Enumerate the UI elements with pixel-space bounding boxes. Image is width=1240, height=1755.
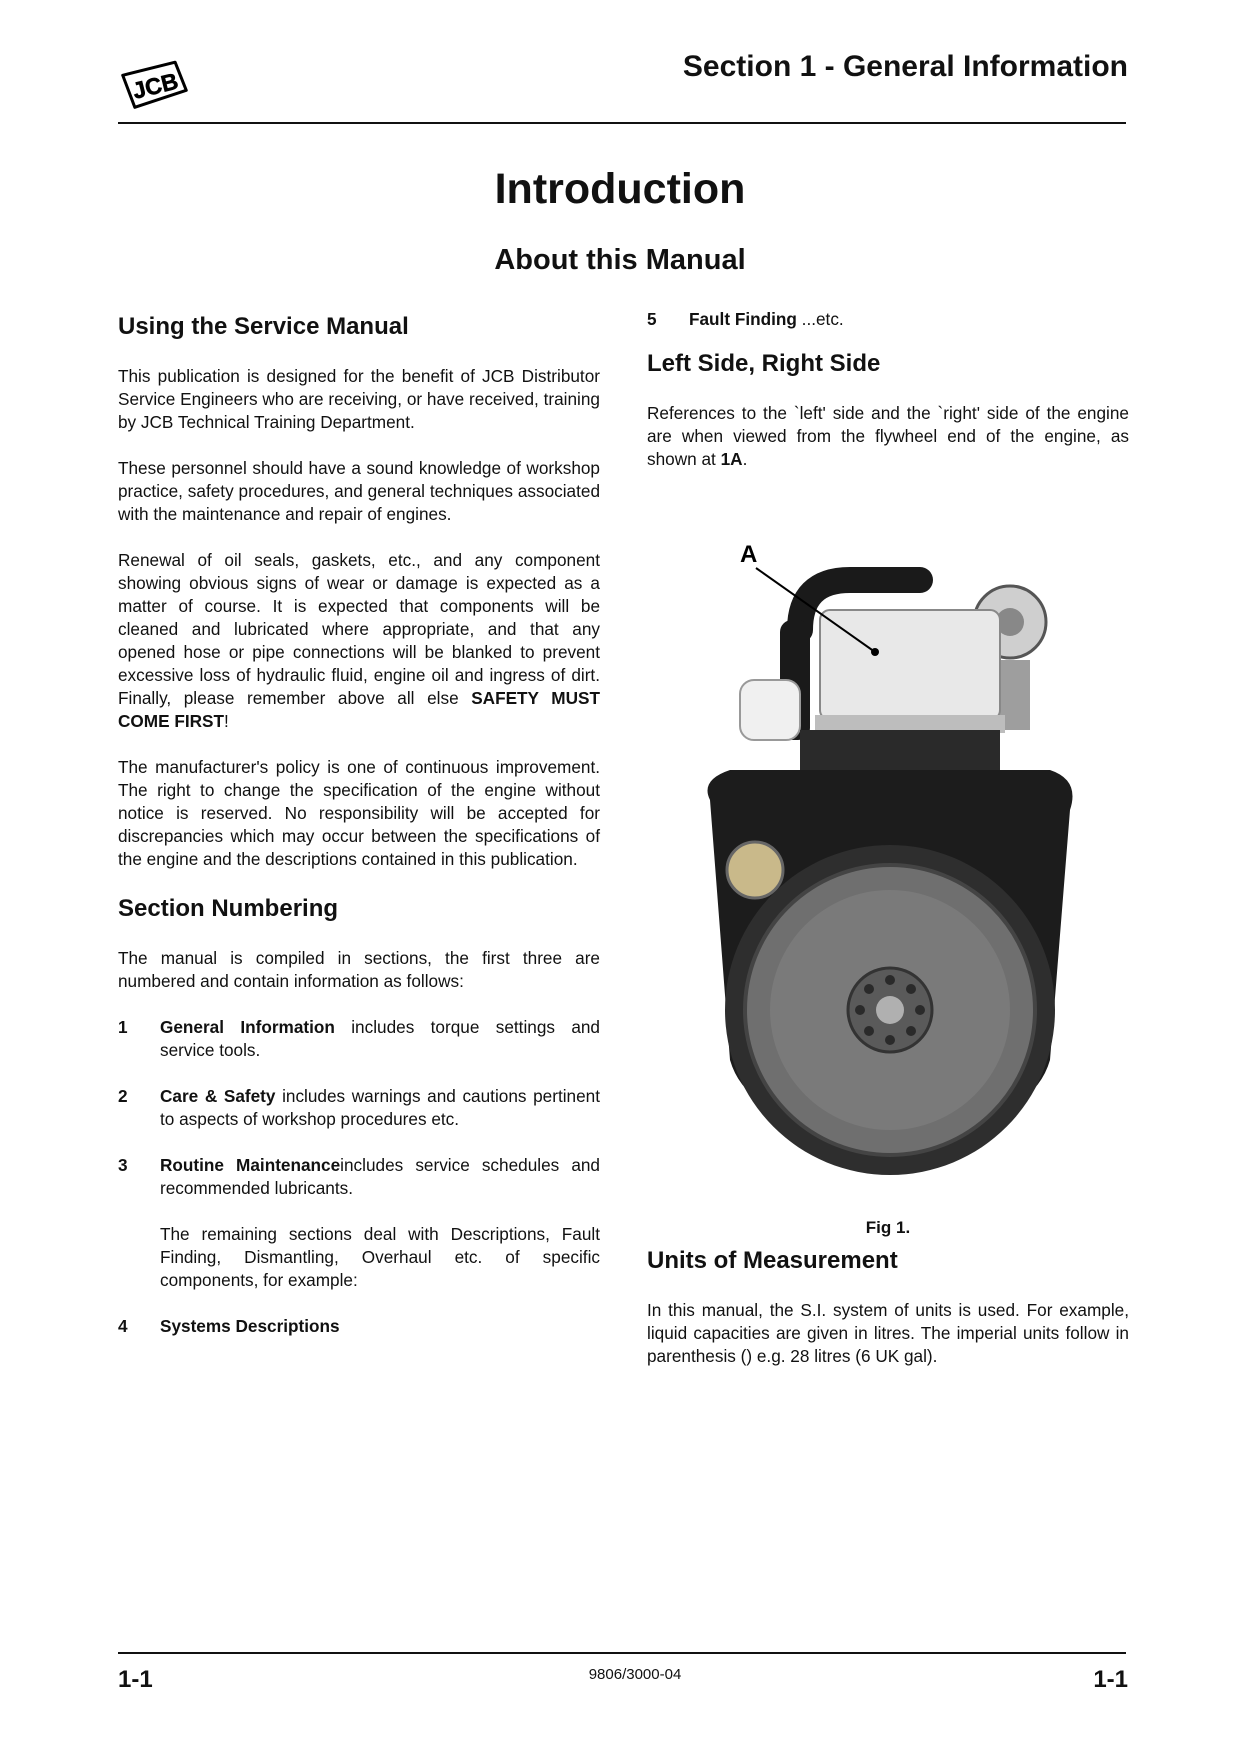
sides-paragraph: References to the `left' side and the `right' side of the engine are when viewed from the flywheel end of the engine, as shown at 1A. [647, 403, 1129, 469]
section-title: Section 1 - General Information [682, 50, 1128, 83]
policy-paragraph: The manufacturer's policy is one of continuous improvement. The right to change the specification of the engine without notice is reserved. No responsibility will be accepted for discrepancies which may occur between the specifications of the engine and the descriptions contained in this publication. [118, 757, 600, 869]
units-section [647, 1246, 1129, 1391]
footer-rule [118, 1652, 1126, 1654]
page-number-right: 1-1 [1093, 1666, 1128, 1693]
renewal-paragraph: Renewal of oil seals, gaskets, etc., and any component showing obvious signs of wear or damage is expected as a matter of course. It is expected that components will be cleaned and lubricated where appropriate, and that any opened hose or pipe connections will be blanked to prevent excessive loss of hydraulic fluid, engine oil and ingress of dirt. Finally, please remember above all else SAFETY MUST COME FIRST! [118, 550, 600, 731]
numbering-intro: The manual is compiled in sections, the first three are numbered and contain information as follows: [118, 948, 600, 991]
page-subtitle: About this Manual [494, 244, 746, 276]
units-heading: Units of Measurement [647, 1247, 898, 1274]
remaining-sections-text: The remaining sections deal with Descriptions, Fault Finding, Dismantling, Overhaul etc. of specific components, for example: [160, 1224, 600, 1290]
svg-text:JCB: JCB [129, 67, 181, 104]
using-manual-heading: Using the Service Manual [118, 313, 409, 340]
section-numbering-heading: Section Numbering [118, 895, 339, 922]
document-number: 9806/3000-04 [588, 1666, 682, 1683]
intro-paragraph: This publication is designed for the benefit of JCB Distributor Service Engineers who are receiving, or have received, training by JCB Technical Training Department. [118, 366, 600, 432]
figure-label-a: A [740, 541, 758, 568]
right-column [647, 308, 1129, 494]
safety-emphasis: SAFETY MUST COME FIRST [118, 688, 600, 731]
list-item: 2 Care & Safety includes warnings and cautions pertinent to aspects of workshop procedures etc. [118, 1086, 600, 1129]
left-column [118, 312, 600, 1361]
engine-figure [680, 540, 1100, 1200]
personnel-paragraph: These personnel should have a sound knowledge of workshop practice, safety procedures, and general techniques associated with the maintenance and repair of engines. [118, 458, 600, 524]
list-item: 4 Systems Descriptions [118, 1316, 340, 1336]
page-number-left: 1-1 [118, 1666, 153, 1693]
units-paragraph: In this manual, the S.I. system of units is used. For example, liquid capacities are given in litres. The imperial units follow in parenthesis () e.g. 28 litres (6 UK gal). [647, 1300, 1129, 1366]
list-item: 3 Routine Maintenanceincludes service schedules and recommended lubricants. [118, 1155, 600, 1198]
header-rule [118, 122, 1126, 124]
page-title: Introduction [494, 165, 746, 213]
left-right-side-heading: Left Side, Right Side [647, 350, 881, 377]
figure-caption: Fig 1. [865, 1218, 911, 1237]
jcb-logo [120, 58, 188, 112]
list-item: 5 Fault Finding ...etc. [647, 309, 844, 329]
list-item: 1 General Information includes torque settings and service tools. [118, 1017, 600, 1060]
